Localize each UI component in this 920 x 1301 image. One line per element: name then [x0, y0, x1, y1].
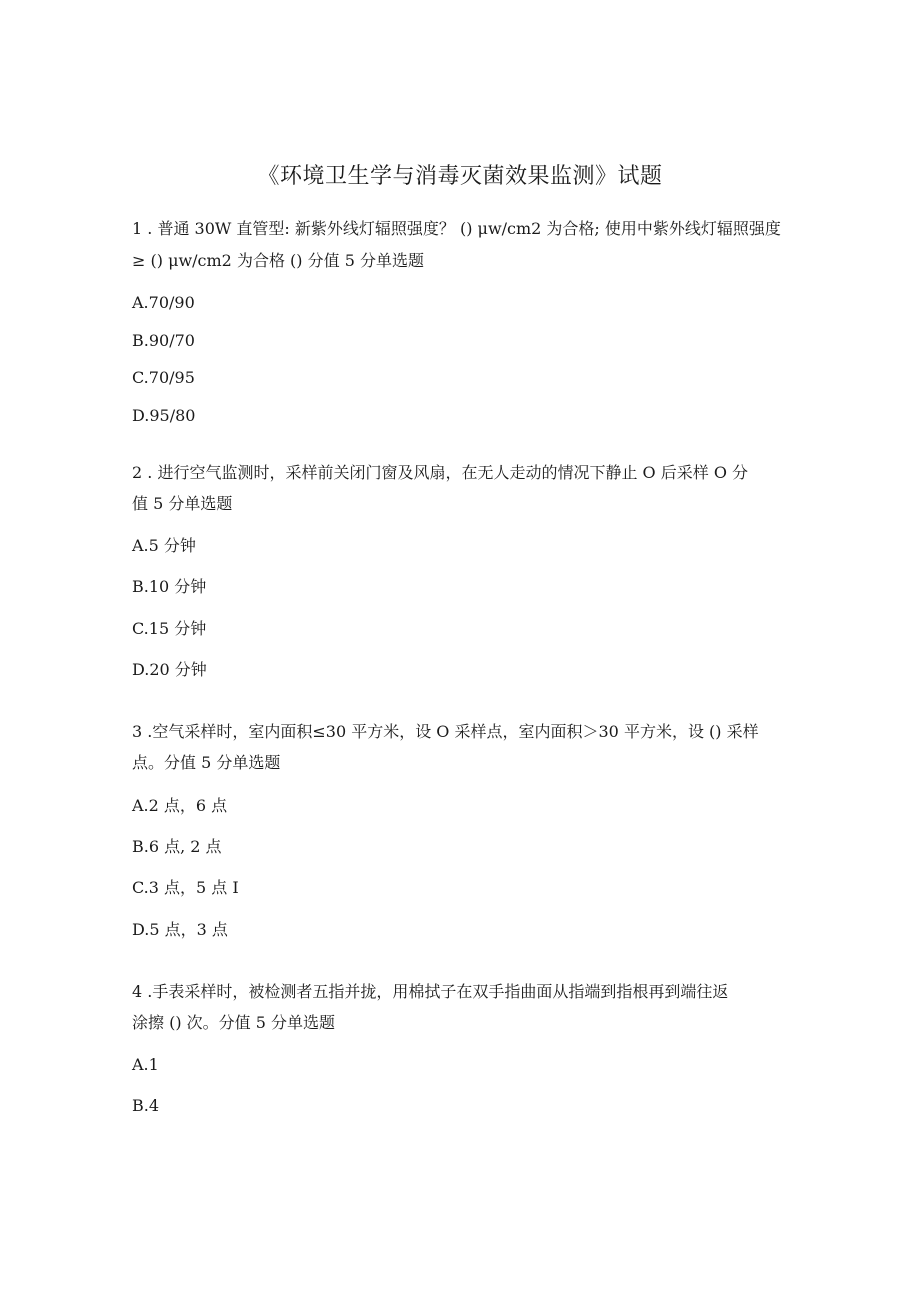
question-3-option-d: D.5 点，3 点 [132, 920, 228, 939]
question-3-option-a: A.2 点，6 点 [132, 796, 228, 815]
question-4-option-b: B.4 [132, 1096, 160, 1115]
question-2-text-line-1: 2 . 进行空气监测时，采样前关闭门窗及风扇，在无人走动的情况下静止 O 后采样 O 分 [132, 463, 749, 482]
question-1-option-d: D.95/80 [132, 406, 196, 425]
question-2-option-c: C.15 分钟 [132, 619, 207, 638]
question-1-option-c: C.70/95 [132, 368, 195, 387]
question-4-text-line-2: 涂擦 () 次。分值 5 分单选题 [132, 1013, 336, 1032]
question-2-option-b: B.10 分钟 [132, 577, 207, 596]
question-3-option-b: B.6 点, 2 点 [132, 837, 222, 856]
question-1-option-a: A.70/90 [132, 293, 195, 312]
question-1-text-line-1: 1 . 普通 30W 直管型: 新紫外线灯辐照强度？ () μw/cm2 为合格; 使用中紫外线灯辐照强度 [132, 219, 781, 238]
question-3-option-c: C.3 点，5 点 I [132, 878, 239, 897]
question-4-option-a: A.1 [132, 1055, 159, 1074]
question-1-text-line-2: ≥ () μw/cm2 为合格 () 分值 5 分单选题 [132, 251, 424, 270]
question-3-text-line-2: 点。分值 5 分单选题 [132, 753, 281, 772]
page-title: 《环境卫生学与消毒灭菌效果监测》试题 [257, 164, 663, 189]
question-2-text-line-2: 值 5 分单选题 [132, 494, 233, 513]
question-1-option-b: B.90/70 [132, 331, 195, 350]
question-4-text-line-1: 4 .手表采样时，被检测者五指并拢，用棉拭子在双手指曲面从指端到指根再到端往返 [132, 982, 729, 1001]
question-3-text-line-1: 3 .空气采样时，室内面积≤30 平方米，设 O 采样点，室内面积＞30 平方米，设 () 采样 [132, 722, 759, 741]
question-2-option-d: D.20 分钟 [132, 660, 207, 679]
question-2-option-a: A.5 分钟 [132, 536, 196, 555]
